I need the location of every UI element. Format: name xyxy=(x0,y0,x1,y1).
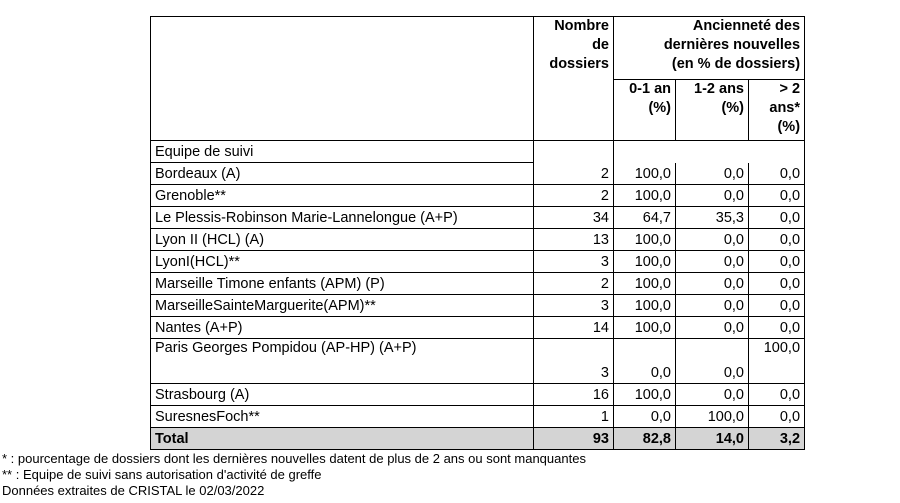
row-name: MarseilleSainteMarguerite(APM)** xyxy=(151,295,534,317)
header-col-0-1 xyxy=(614,80,676,141)
table-row xyxy=(151,251,805,273)
row-pct-1-2: 0,0 xyxy=(676,295,749,317)
header-col-gt2 xyxy=(749,80,805,141)
total-pct-0-1: 82,8 xyxy=(614,428,676,450)
row-pct-0-1: 100,0 xyxy=(614,317,676,339)
table-row xyxy=(151,406,805,428)
table-row xyxy=(151,317,805,339)
row-count: 3 xyxy=(534,295,614,317)
row-pct-0-1: 100,0 xyxy=(614,384,676,406)
header-count-line-3: dossiers xyxy=(549,56,609,72)
row-count: 1 xyxy=(534,406,614,428)
table-row xyxy=(151,384,805,406)
row-pct-1-2: 35,3 xyxy=(676,207,749,229)
row-pct-0-1: 0,0 xyxy=(614,406,676,428)
row-count: 13 xyxy=(534,229,614,251)
row-name: Marseille Timone enfants (APM) (P) xyxy=(151,273,534,295)
header-col-1-2-line-2: (%) xyxy=(721,100,744,116)
row-pct-0-1: 64,7 xyxy=(614,207,676,229)
header-count-line-2: de xyxy=(592,37,609,53)
row-name: Lyon II (HCL) (A) xyxy=(151,229,534,251)
row-name: Le Plessis-Robinson Marie-Lannelongue (A+P) xyxy=(151,207,534,229)
row-pct-0-1: 0,0 xyxy=(614,339,676,384)
row-pct-0-1: 100,0 xyxy=(614,229,676,251)
header-col-1-2 xyxy=(676,80,749,141)
row-count: 16 xyxy=(534,384,614,406)
header-age-cell xyxy=(614,17,805,80)
row-pct-1-2: 0,0 xyxy=(676,317,749,339)
row-count: 2 xyxy=(534,163,614,185)
row-name: LyonI(HCL)** xyxy=(151,251,534,273)
total-label: Total xyxy=(151,428,534,450)
group-empty-count xyxy=(534,141,614,163)
row-pct-gt2: 0,0 xyxy=(749,207,805,229)
group-label: Equipe de suivi xyxy=(151,141,534,163)
table-row xyxy=(151,339,805,384)
row-pct-gt2: 0,0 xyxy=(749,185,805,207)
row-name: Bordeaux (A) xyxy=(151,163,534,185)
total-pct-gt2: 3,2 xyxy=(749,428,805,450)
row-count: 34 xyxy=(534,207,614,229)
row-count: 3 xyxy=(534,339,614,384)
header-col-1-2-line-1: 1-2 ans xyxy=(694,81,744,97)
row-pct-0-1: 100,0 xyxy=(614,163,676,185)
table-row xyxy=(151,295,805,317)
row-name: Nantes (A+P) xyxy=(151,317,534,339)
row-count: 14 xyxy=(534,317,614,339)
row-count: 3 xyxy=(534,251,614,273)
row-pct-gt2: 0,0 xyxy=(749,406,805,428)
row-pct-0-1: 100,0 xyxy=(614,273,676,295)
header-age-line-3: (en % de dossiers) xyxy=(671,56,801,72)
header-age-line-1: Ancienneté des xyxy=(692,18,801,34)
row-pct-gt2: 0,0 xyxy=(749,295,805,317)
header-col-gt2-line-2: ans* xyxy=(769,100,801,116)
header-row-1 xyxy=(151,17,805,80)
header-col-gt2-line-3: (%) xyxy=(777,119,801,135)
footnote-double-asterisk: ** : Equipe de suivi sans autorisation d'activité de greffe xyxy=(2,467,322,482)
table-row xyxy=(151,163,805,185)
footnote-asterisk: * : pourcentage de dossiers dont les dernières nouvelles datent de plus de 2 ans ou sont manquantes xyxy=(2,451,586,466)
data-table xyxy=(150,16,805,450)
group-row xyxy=(151,141,805,163)
total-count: 93 xyxy=(534,428,614,450)
source-note: Données extraites de CRISTAL le 02/03/2022 xyxy=(2,483,265,498)
header-empty-cell xyxy=(151,17,534,141)
row-pct-gt2: 0,0 xyxy=(749,273,805,295)
row-pct-gt2: 100,0 xyxy=(749,339,805,384)
row-pct-gt2: 0,0 xyxy=(749,317,805,339)
row-pct-1-2: 100,0 xyxy=(676,406,749,428)
row-pct-1-2: 0,0 xyxy=(676,185,749,207)
row-pct-1-2: 0,0 xyxy=(676,339,749,384)
row-pct-1-2: 0,0 xyxy=(676,163,749,185)
total-row xyxy=(151,428,805,450)
group-empty-age xyxy=(614,141,805,163)
table-row xyxy=(151,207,805,229)
row-count: 2 xyxy=(534,185,614,207)
table-row xyxy=(151,229,805,251)
row-name: Paris Georges Pompidou (AP-HP) (A+P) xyxy=(151,339,534,384)
header-age-line-2: dernières nouvelles xyxy=(663,37,801,53)
table-row xyxy=(151,273,805,295)
row-pct-gt2: 0,0 xyxy=(749,163,805,185)
row-count: 2 xyxy=(534,273,614,295)
row-pct-1-2: 0,0 xyxy=(676,229,749,251)
row-pct-1-2: 0,0 xyxy=(676,273,749,295)
row-pct-0-1: 100,0 xyxy=(614,295,676,317)
header-col-0-1-line-1: 0-1 an xyxy=(629,81,671,97)
header-col-0-1-line-2: (%) xyxy=(648,100,671,116)
row-pct-gt2: 0,0 xyxy=(749,384,805,406)
header-count-cell xyxy=(534,17,614,141)
row-name: SuresnesFoch** xyxy=(151,406,534,428)
header-col-gt2-line-1: > 2 xyxy=(779,81,801,97)
row-pct-1-2: 0,0 xyxy=(676,251,749,273)
row-pct-0-1: 100,0 xyxy=(614,185,676,207)
row-name: Grenoble** xyxy=(151,185,534,207)
total-pct-1-2: 14,0 xyxy=(676,428,749,450)
table-row xyxy=(151,185,805,207)
row-name: Strasbourg (A) xyxy=(151,384,534,406)
row-pct-0-1: 100,0 xyxy=(614,251,676,273)
row-pct-1-2: 0,0 xyxy=(676,384,749,406)
header-count-line-1: Nombre xyxy=(554,18,609,34)
row-pct-gt2: 0,0 xyxy=(749,229,805,251)
row-pct-gt2: 0,0 xyxy=(749,251,805,273)
footnotes xyxy=(2,451,586,499)
